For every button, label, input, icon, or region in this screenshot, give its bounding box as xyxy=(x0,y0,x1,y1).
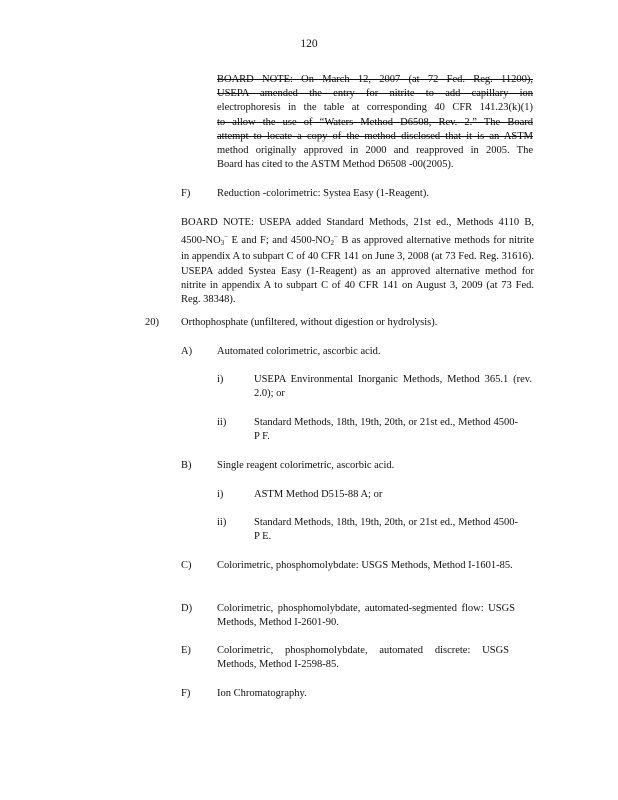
sub-a-ii-label: ii) xyxy=(217,417,227,428)
board-note-2-text-c: B as approved alternative methods for nitrite in appendix A to subpart C of 40 CFR 141 on June 3, 2008 (at 73 Fed. Reg. 31616). USEPA added Systea Easy (1-Reagent) as an approved alternative method for nitrite in appendix A to subpart C of 40 CFR 141 on August 3, 2009 (at 73 Fed. Reg. 38348). xyxy=(181,235,534,306)
sub-b-text: Single reagent colorimetric, ascorbic acid. xyxy=(217,460,395,471)
sub-c-text: Colorimetric, phosphomolybdate: USGS Methods, Method I-1601-85. xyxy=(217,560,513,571)
nitrite-f-label: F) xyxy=(181,188,191,199)
sub-f-label: F) xyxy=(181,688,191,699)
sub-b-i-text: ASTM Method D515-88 A; or xyxy=(254,489,383,500)
board-note-line: USEPA amended the entry for nitrite to add capillary ion xyxy=(217,88,533,100)
item-20-label: 20) xyxy=(145,317,159,328)
sub-f-text: Ion Chromatography. xyxy=(217,688,307,699)
sub-a-i-label: i) xyxy=(217,374,224,385)
sub-a-label: A) xyxy=(181,346,193,357)
subscript: 3 xyxy=(220,239,225,248)
board-note-line: method originally approved in 2000 and reapproved in 2005. The xyxy=(217,145,533,157)
sub-b-label: B) xyxy=(181,460,192,471)
sub-a-text: Automated colorimetric, ascorbic acid. xyxy=(217,346,381,357)
item-20-text: Orthophosphate (unfiltered, without digestion or hydrolysis). xyxy=(181,317,438,328)
sub-d-label: D) xyxy=(181,603,193,614)
board-note-line: electrophoresis in the table at corresponding 40 CFR 141.23(k)(1) xyxy=(217,102,533,114)
superscript: − xyxy=(333,233,338,242)
board-note-2 xyxy=(181,216,534,307)
board-note-line: attempt to locate a copy of the method disclosed that it is an ASTM xyxy=(217,130,533,142)
board-note-struck-paragraph xyxy=(217,73,533,172)
sub-e-label: E) xyxy=(181,645,191,656)
board-note-line: BOARD NOTE: On March 12, 2007 (at 72 Fed. Reg. 11200), xyxy=(217,74,533,85)
board-note-line: to allow the use of “Waters Method D6508, Rev. 2.” The Board xyxy=(217,116,533,128)
sub-d-text: Colorimetric, phosphomolybdate, automated-segmented flow: USGS Methods, Method I-2601-90. xyxy=(217,603,515,629)
nitrite-f-text: Reduction -colorimetric: Systea Easy (1-Reagent). xyxy=(217,188,429,199)
board-note-2-text-b: E and F; and 4500-NO xyxy=(228,235,331,247)
sub-c-label: C) xyxy=(181,560,192,571)
sub-e-text: Colorimetric, phosphomolybdate, automated discrete: USGS Methods, Method I-2598-85. xyxy=(217,645,509,671)
sub-b-ii-text: Standard Methods, 18th, 19th, 20th, or 21st ed., Method 4500-P E. xyxy=(254,517,518,543)
sub-a-ii-text: Standard Methods, 18th, 19th, 20th, or 21st ed., Method 4500-P F. xyxy=(254,417,518,443)
subscript: 2 xyxy=(330,239,334,248)
board-note-2-text-a: BOARD NOTE: USEPA added Standard Methods, 21st ed., Methods 4110 B, 4500-NO xyxy=(181,217,534,247)
board-note-line: Board has cited to the ASTM Method D6508 -00(2005). xyxy=(217,159,454,171)
superscript: − xyxy=(224,233,229,242)
sub-a-i-text: USEPA Environmental Inorganic Methods, Method 365.1 (rev. 2.0); or xyxy=(254,374,532,400)
sub-b-ii-label: ii) xyxy=(217,517,227,528)
sub-b-i-label: i) xyxy=(217,489,224,500)
page-number: 120 xyxy=(300,38,318,50)
